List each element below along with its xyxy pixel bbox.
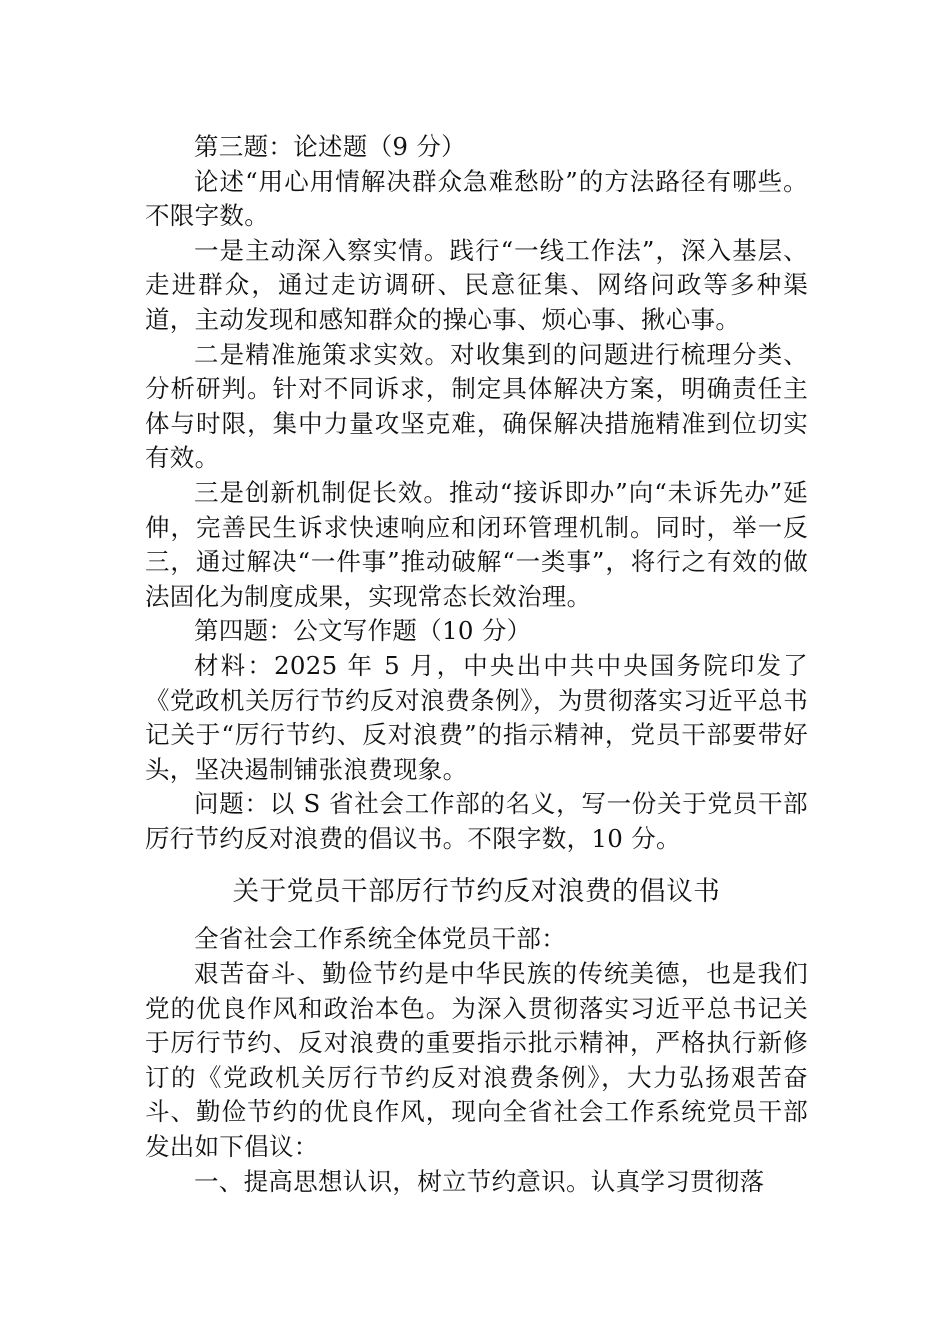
section3-answer-1: 一是主动深入察实情。践行“一线工作法”，深入基层、走进群众，通过走访调研、民意征集、网络问政等多种渠道，主动发现和感知群众的操心事、烦心事、揪心事。 xyxy=(145,235,808,334)
section3-answer-3: 三是创新机制促长效。推动“接诉即办”向“未诉先办”延伸，完善民生诉求快速响应和闭环管理机制。同时，举一反三，通过解决“一件事”推动破解“一类事”，将行之有效的做法固化为制度成果，实现常态长效治理。 xyxy=(145,477,808,611)
proposal-point-1: 一、提高思想认识，树立节约意识。认真学习贯彻落 xyxy=(194,1166,765,1196)
section4-heading: 第四题：公文写作题（10 分） xyxy=(194,616,532,646)
section4-material: 材料：2025 年 5 月，中央出中共中央国务院印发了《党政机关厉行节约反对浪费条例》，为贯彻落实习近平总书记关于“厉行节约、反对浪费”的指示精神，党员干部要带好头，坚决遏制铺张浪费现象。 xyxy=(145,650,808,784)
proposal-title: 关于党员干部厉行节约反对浪费的倡议书 xyxy=(232,876,721,908)
document-page xyxy=(145,130,808,1199)
proposal-salutation: 全省社会工作系统全体党员干部： xyxy=(194,924,566,954)
proposal-intro: 艰苦奋斗、勤俭节约是中华民族的传统美德，也是我们党的优良作风和政治本色。为深入贯彻落实习近平总书记关于厉行节约、反对浪费的重要指示批示精神，严格执行新修订的《党政机关厉行节约反对浪费条例》，大力弘扬艰苦奋斗、勤俭节约的优良作风，现向全省社会工作系统党员干部发出如下倡议： xyxy=(145,959,808,1162)
section3-question: 论述“用心用情解决群众急难愁盼”的方法路径有哪些。不限字数。 xyxy=(145,166,808,231)
section3-heading: 第三题：论述题（9 分） xyxy=(194,132,466,161)
section3-answer-2: 二是精准施策求实效。对收集到的问题进行梳理分类、分析研判。针对不同诉求，制定具体解决方案，明确责任主体与时限，集中力量攻坚克难，确保解决措施精准到位切实有效。 xyxy=(145,339,808,473)
section4-question: 问题：以 S 省社会工作部的名义，写一份关于党员干部厉行节约反对浪费的倡议书。不限字数，10 分。 xyxy=(145,789,808,853)
